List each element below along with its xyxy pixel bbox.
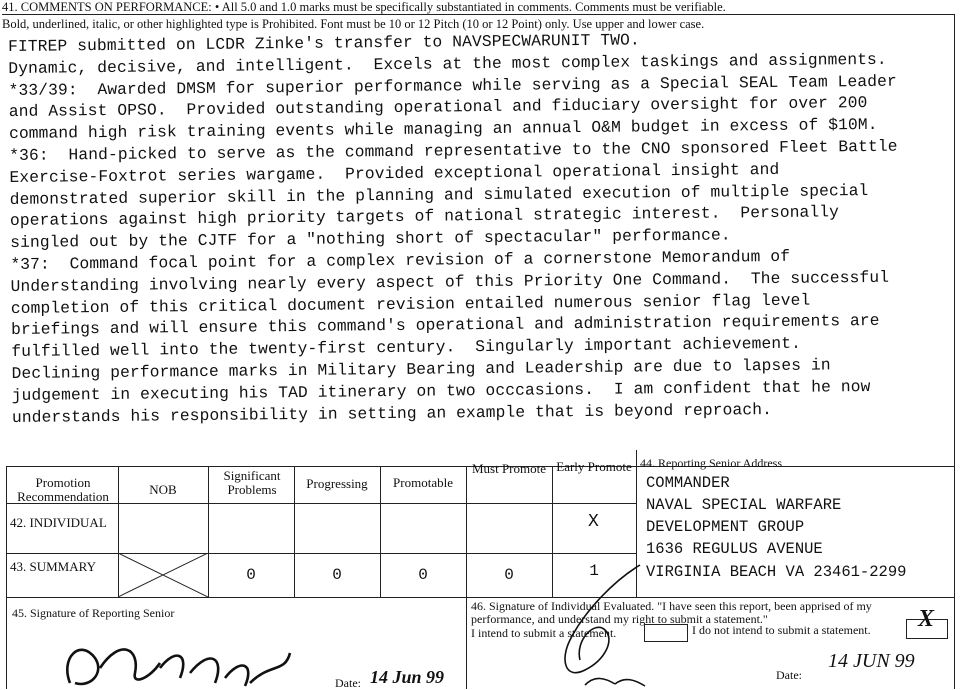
member-signature-icon	[545, 560, 655, 689]
senior-date-label: Date:	[335, 676, 361, 690]
comment-line: and Assist OPSO. Provided outstanding operational and fiduciary oversight for over 200	[8, 93, 868, 122]
not-intend-statement-mark: X	[918, 606, 935, 632]
promotion-recommendation-header: Promotion Recommendation	[17, 475, 109, 504]
comment-line: demonstrated superior skill in the planning and simulated execution of multiple special	[9, 180, 869, 209]
summary-promotable: 0	[418, 566, 428, 584]
summary-row-label: 43. SUMMARY	[10, 559, 96, 574]
address-line: VIRGINIA BEACH VA 23461-2299	[646, 563, 907, 581]
not-intend-statement-label: I do not intend to submit a statement.	[692, 623, 871, 637]
comment-line: Understanding involving nearly every aspect of this Priority One Command. The successful	[10, 267, 890, 296]
column-header-nob: NOB	[149, 482, 177, 497]
comment-line: operations against high priority targets of national strategic interest. Personally	[9, 202, 840, 231]
comment-line: *36: Hand-picked to serve as the command representative to the CNO sponsored Fleet Battle	[9, 136, 898, 165]
intend-statement-label: I intend to submit a statement.	[471, 626, 617, 640]
summary-early-promote: 1	[589, 562, 599, 580]
comment-line: completion of this critical document revision entailed numerous senior flag level	[10, 290, 811, 318]
individual-early-promote-mark: X	[588, 512, 599, 532]
column-header-must-promote: Must Promote	[471, 461, 547, 476]
instructions-line-1: • All 5.0 and 1.0 marks must be specifically substantiated in comments. Comments must be verifiable.	[214, 0, 726, 14]
senior-signature-icon	[40, 628, 300, 689]
column-header-promotable: Promotable	[393, 475, 453, 490]
member-signature-label-1: 46. Signature of Individual Evaluated. "I have seen this report, been apprised of my	[471, 599, 872, 613]
comment-line: *37: Command focal point for a complex revision of a cornerstone Memorandum of	[10, 246, 791, 274]
address-line: NAVAL SPECIAL WARFARE	[646, 496, 842, 514]
comment-line: understands his responsibility in setting an example that is beyond reproach.	[11, 399, 773, 427]
senior-date-value: 14 Jun 99	[370, 667, 445, 687]
divider	[6, 466, 7, 689]
column-header-early-promote: Early Promote	[556, 459, 632, 474]
individual-row-label: 42. INDIVIDUAL	[10, 515, 107, 530]
divider	[954, 14, 955, 689]
comment-line: *33/39: Awarded DMSM for superior performance while serving as a Special SEAL Team Leader	[8, 71, 897, 100]
member-date-value: 14 JUN 99	[828, 650, 915, 672]
summary-must-promote: 0	[504, 566, 514, 584]
senior-signature-label: 45. Signature of Reporting Senior	[12, 606, 175, 620]
comment-line: Declining performance marks in Military Bearing and Leadership are due to lapses in	[11, 355, 831, 383]
divider	[2, 14, 955, 15]
divider	[6, 553, 636, 554]
summary-significant-problems: 0	[246, 566, 256, 584]
column-header-significant-problems: Significant Problems	[223, 468, 281, 497]
divider	[6, 597, 954, 598]
comment-line: Exercise-Foxtrot series wargame. Provided exceptional operational insight and	[9, 159, 780, 187]
instructions-line-2: Bold, underlined, italic, or other highlighted type is Prohibited. Font must be 10 or 12 Pitch (10 or 12 Point) only. Use upper and lower case.	[2, 17, 705, 31]
address-line: DEVELOPMENT GROUP	[646, 518, 805, 536]
comment-line: FITREP submitted on LCDR Zinke's transfer to NAVSPECWARUNIT TWO.	[8, 30, 640, 56]
summary-progressing: 0	[332, 566, 342, 584]
address-line: COMMANDER	[646, 474, 730, 492]
comment-line: singled out by the CJTF for a "nothing short of spectacular" performance.	[10, 225, 731, 253]
comments-body	[8, 26, 957, 428]
section-label: 41. COMMENTS ON PERFORMANCE:	[2, 0, 212, 14]
reporting-senior-address-label: 44. Reporting Senior Address	[640, 456, 782, 470]
comments-header	[2, 0, 952, 14]
comment-line: briefings and will ensure this command's operational and administration requirements are	[10, 311, 880, 340]
nob-crossed-cell-icon	[118, 553, 208, 597]
member-date-label: Date:	[776, 668, 802, 682]
member-signature-label-2: performance, and understand my right to submit a statement."	[471, 612, 768, 626]
comment-line: fulfilled well into the twenty-first century. Singularly important achievement.	[11, 333, 802, 362]
comment-line: Dynamic, decisive, and intelligent. Excels at the most complex taskings and assignments.	[8, 49, 887, 78]
comment-line: command high risk training events while managing an annual O&M budget in excess of $10M.	[8, 115, 878, 144]
comment-line: judgement in executing his TAD itinerary on two occcasions. I am confident that he now	[11, 376, 871, 405]
column-header-progressing: Progressing	[306, 476, 368, 491]
address-line: 1636 REGULUS AVENUE	[646, 540, 823, 558]
